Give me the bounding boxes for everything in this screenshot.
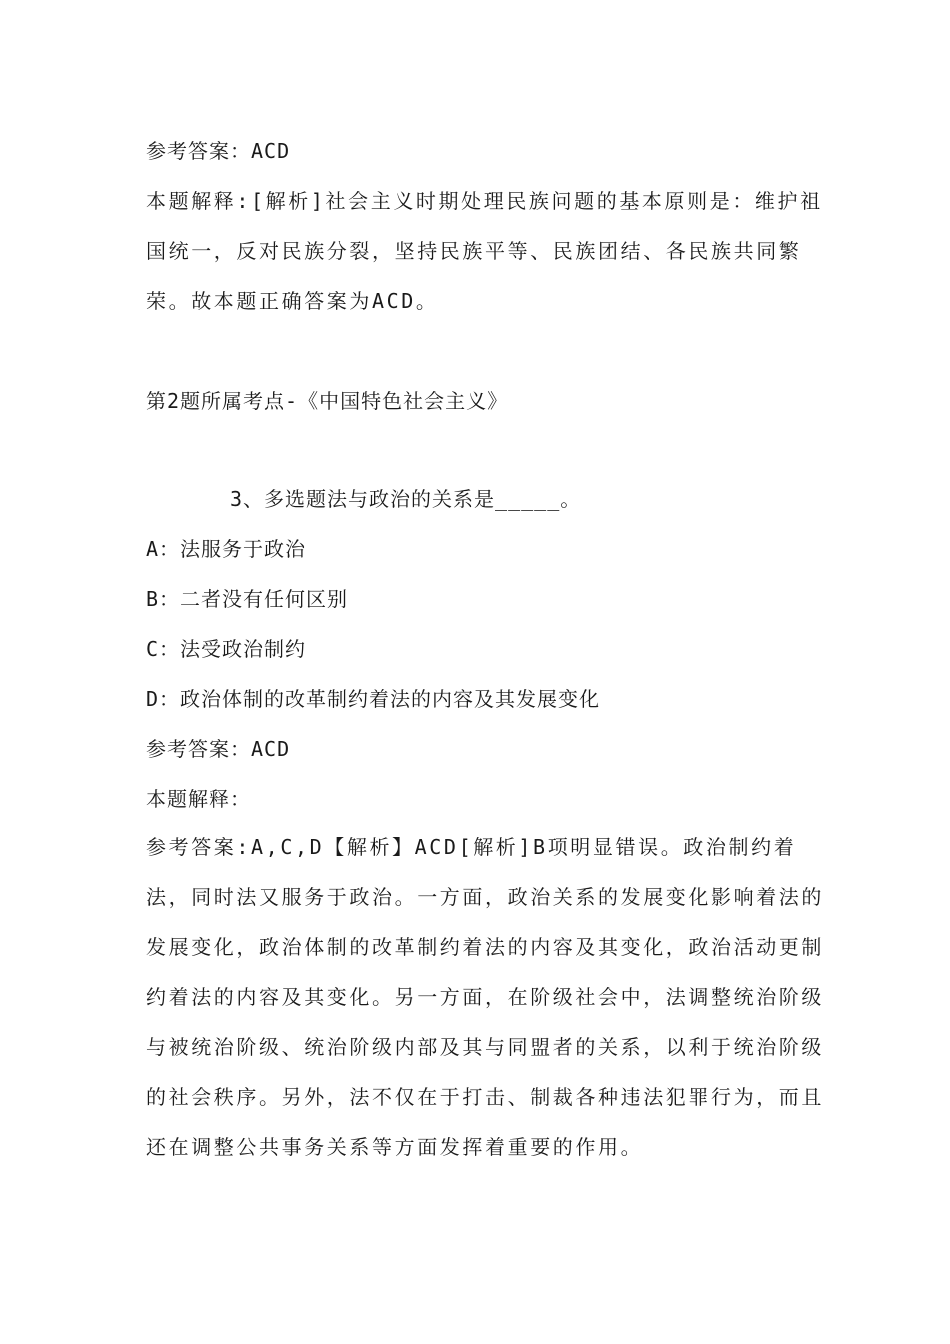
q3-explanation: 参考答案:A,C,D【解析】ACD[解析]B项明显错误。政治制约着法，同时法又服务于政治。一方面，政治关系的发展变化影响着法的发展变化，政治体制的改革制约着法的内容及其变化，政治活动更制约着法的内容及其变化。另一方面，在阶级社会中，法调整统治阶级与被统治阶级、统治阶级内部及其与同盟者的关系，以利于统治阶级的社会秩序。另外，法不仅在于打击、制裁各种违法犯罪行为，而且还在调整公共事务关系等方面发挥着重要的作用。: [146, 835, 824, 1159]
q3-option-a: A：法服务于政治: [146, 537, 307, 561]
q3-explanation-label: 本题解释：: [146, 787, 251, 811]
q3-option-d: D：政治体制的改革制约着法的内容及其发展变化: [146, 687, 601, 711]
q1-explanation: 本题解释:[解析]社会主义时期处理民族问题的基本原则是：维护祖国统一，反对民族分裂，坚持民族平等、民族团结、各民族共同繁荣。故本题正确答案为ACD。: [146, 189, 823, 313]
q2-topic: 第2题所属考点-《中国特色社会主义》: [146, 389, 509, 413]
q1-answer: 参考答案：ACD: [146, 139, 291, 163]
q3-answer: 参考答案：ACD: [146, 737, 291, 761]
q3-question: 3、多选题法与政治的关系是_____。: [230, 487, 582, 511]
q3-option-c: C：法受政治制约: [146, 637, 307, 661]
q3-option-b: B：二者没有任何区别: [146, 587, 349, 611]
